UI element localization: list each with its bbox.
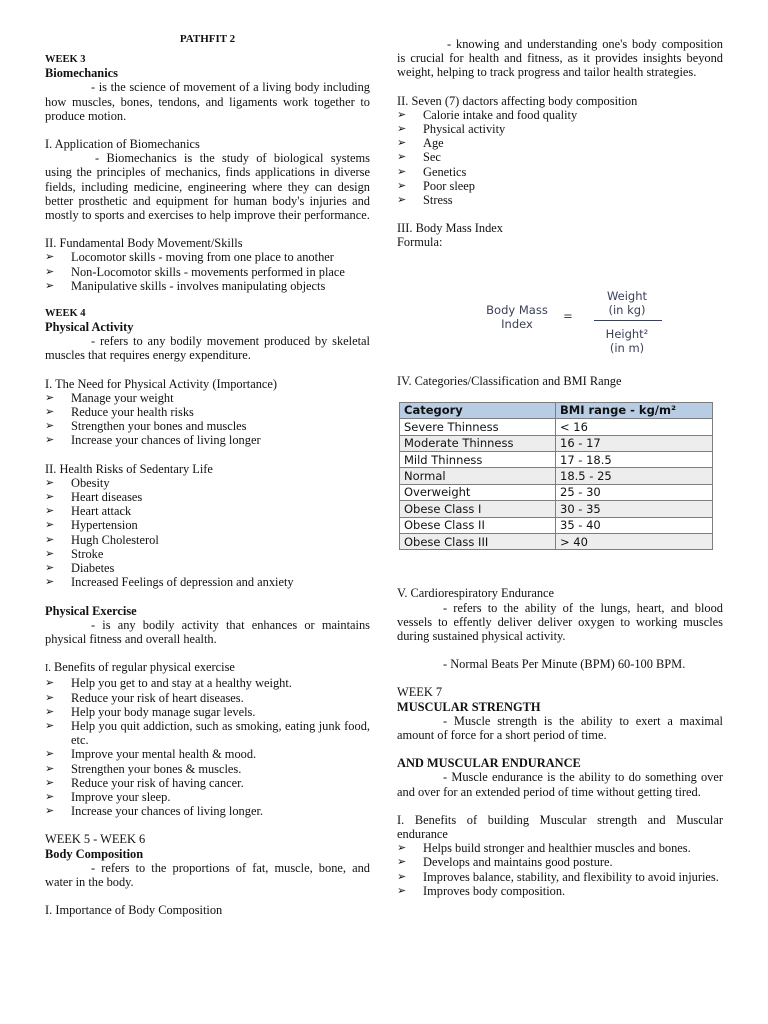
list-item: ➢ Improve your mental health & mood. (45, 747, 257, 762)
benefits-list (45, 676, 370, 818)
arrow-bullet-icon: ➢ (45, 490, 55, 504)
cardio-text: - refers to the ability of the lungs, heart, and blood vessels to effently deliver deliver oxygen to working muscles during sustained physical activity. (397, 600, 723, 643)
left-column (45, 32, 370, 917)
list-item: ➢ Strengthen your bones & muscles. (45, 761, 242, 776)
arrow-bullet-icon: ➢ (397, 869, 407, 883)
table-row (400, 484, 713, 500)
biomechanics-definition: - is the science of movement of a living body including how muscles, bones, tendons, and ligaments work together to produce motion. (45, 80, 370, 123)
list-item: ➢ Help you quit addiction, such as smoking, eating junk food, etc. (45, 718, 370, 748)
bmi-formula (397, 250, 723, 360)
list-item: ➢ Heart diseases (45, 490, 143, 505)
arrow-bullet-icon: ➢ (45, 433, 55, 447)
arrow-bullet-icon: ➢ (397, 193, 407, 207)
table-row (400, 501, 713, 517)
arrow-bullet-icon: ➢ (397, 855, 407, 869)
table-cell: Normal (400, 468, 556, 484)
table-row (400, 435, 713, 451)
arrow-bullet-icon: ➢ (45, 504, 55, 518)
table-cell: 18.5 - 25 (556, 468, 713, 484)
table-cell: > 40 (556, 533, 713, 549)
list-item: ➢ Strengthen your bones and muscles (45, 419, 247, 434)
fraction-bar (594, 320, 662, 321)
physical-activity-definition: - refers to any bodily movement produced by skeletal muscles that requires energy expenditure. (45, 334, 370, 363)
arrow-bullet-icon: ➢ (397, 178, 407, 192)
arrow-bullet-icon: ➢ (45, 804, 55, 818)
list-item: ➢ Develops and maintains good posture. (397, 855, 613, 870)
arrow-bullet-icon: ➢ (45, 546, 55, 560)
importance-text: - knowing and understanding one's body composition is crucial for health and fitness, as it provides insights beyond weight, helping to track progress and tailor health strategies. (397, 37, 723, 80)
list-item: ➢ Calorie intake and food quality (397, 107, 578, 122)
week56-label: WEEK 5 - WEEK 6 (45, 832, 146, 847)
list-item: ➢ Manage your weight (45, 390, 174, 405)
arrow-bullet-icon: ➢ (45, 532, 55, 546)
list-item: ➢ Improve your sleep. (45, 789, 171, 804)
list-item: ➢ Non-Locomotor skills - movements performed in place (45, 264, 345, 279)
table-row (400, 533, 713, 549)
table-cell: 16 - 17 (556, 435, 713, 451)
table-row (400, 419, 713, 435)
table-cell: 35 - 40 (556, 517, 713, 533)
bmi-heading: III. Body Mass Index (397, 221, 503, 236)
arrow-bullet-icon: ➢ (397, 136, 407, 150)
physical-exercise-heading: Physical Exercise (45, 603, 137, 618)
table-cell: Mild Thinness (400, 452, 556, 468)
need-heading: I. The Need for Physical Activity (Importance) (45, 376, 278, 391)
table-cell: 17 - 18.5 (556, 452, 713, 468)
arrow-bullet-icon: ➢ (397, 150, 407, 164)
muscular-strength-text: - Muscle strength is the ability to exert a maximal amount of force for a short period of time. (397, 713, 723, 742)
table-cell: Overweight (400, 484, 556, 500)
table-cell: Obese Class II (400, 517, 556, 533)
need-list (45, 391, 370, 448)
list-item: ➢ Sec (397, 150, 441, 165)
list-item: ➢ Stroke (45, 546, 104, 561)
formula-numerator: Weight (in kg) (606, 288, 648, 317)
arrow-bullet-icon: ➢ (45, 419, 55, 433)
benefits-heading: I. Benefits of regular physical exercise (45, 660, 235, 675)
muscular-benefits-list (397, 841, 723, 898)
right-column (397, 37, 723, 898)
list-item: ➢ Improves balance, stability, and flexibility to avoid injuries. (397, 869, 719, 884)
muscular-endurance-heading: AND MUSCULAR ENDURANCE (397, 756, 581, 771)
list-item: ➢ Reduce your risk of heart diseases. (45, 690, 244, 705)
list-item: ➢ Heart attack (45, 504, 132, 519)
table-cell: Obese Class III (400, 533, 556, 549)
arrow-bullet-icon: ➢ (397, 883, 407, 897)
arrow-bullet-icon: ➢ (45, 518, 55, 532)
table-row (400, 517, 713, 533)
arrow-bullet-icon: ➢ (45, 775, 55, 789)
formula-lhs: Body Mass Index (486, 302, 548, 331)
formula-label: Formula: (397, 235, 443, 250)
muscular-benefits-heading: I. Benefits of building Muscular strength and Muscular endurance (397, 812, 723, 841)
list-item: ➢ Improves body composition. (397, 883, 566, 898)
arrow-bullet-icon: ➢ (397, 107, 407, 121)
arrow-bullet-icon: ➢ (397, 841, 407, 855)
arrow-bullet-icon: ➢ (45, 718, 55, 732)
list-item: ➢ Manipulative skills - involves manipulating objects (45, 278, 326, 293)
arrow-bullet-icon: ➢ (45, 690, 55, 704)
table-header-category: Category (400, 402, 556, 418)
week7-label: WEEK 7 (397, 685, 443, 700)
arrow-bullet-icon: ➢ (45, 264, 55, 278)
arrow-bullet-icon: ➢ (45, 789, 55, 803)
arrow-bullet-icon: ➢ (397, 122, 407, 136)
table-row (400, 452, 713, 468)
list-item: ➢ Stress (397, 193, 453, 208)
arrow-bullet-icon: ➢ (45, 390, 55, 404)
physical-activity-heading: Physical Activity (45, 320, 134, 335)
muscular-strength-heading: MUSCULAR STRENGTH (397, 699, 541, 714)
application-heading: I. Application of Biomechanics (45, 137, 200, 152)
importance-heading: I. Importance of Body Composition (45, 903, 223, 918)
arrow-bullet-icon: ➢ (45, 475, 55, 489)
muscular-endurance-text: - Muscle endurance is the ability to do something over and over for an extended period of time without getting tired. (397, 770, 723, 799)
factors-heading: II. Seven (7) dactors affecting body composition (397, 93, 638, 108)
list-item: ➢ Genetics (397, 164, 467, 179)
list-item: ➢ Increase your chances of living longer (45, 433, 261, 448)
bmi-table (399, 402, 713, 551)
table-row (400, 468, 713, 484)
cardio-bpm: - Normal Beats Per Minute (BPM) 60-100 BPM. (443, 657, 686, 672)
arrow-bullet-icon: ➢ (45, 561, 55, 575)
list-item: ➢ Increase your chances of living longer. (45, 804, 263, 819)
arrow-bullet-icon: ➢ (45, 575, 55, 589)
week3-label: WEEK 3 (45, 54, 86, 66)
arrow-bullet-icon: ➢ (397, 164, 407, 178)
list-item: ➢ Helps build stronger and healthier muscles and bones. (397, 841, 691, 856)
factors-list (397, 108, 723, 207)
cardio-heading: V. Cardiorespiratory Endurance (397, 586, 555, 601)
list-item: ➢ Hypertension (45, 518, 138, 533)
body-composition-definition: - refers to the proportions of fat, muscle, bone, and water in the body. (45, 860, 370, 889)
fundamental-heading: II. Fundamental Body Movement/Skills (45, 236, 243, 251)
list-item: ➢ Age (397, 136, 444, 151)
table-header-row (400, 402, 713, 418)
arrow-bullet-icon: ➢ (45, 747, 55, 761)
list-item: ➢ Diabetes (45, 561, 115, 576)
formula-denominator: Height² (in m) (605, 326, 649, 355)
formula-equals: = (563, 308, 573, 323)
risk-list (45, 476, 370, 590)
risk-heading: II. Health Risks of Sedentary Life (45, 461, 213, 476)
table-cell: 25 - 30 (556, 484, 713, 500)
week4-label: WEEK 4 (45, 308, 86, 320)
application-text: - Biomechanics is the study of biological systems using the principles of mechanics, finds applications in diverse fields, including medicine, engineering where they can design better prosthetic and equipment for human body's injuries and mostly to sports and exercises to help improve their performance. (45, 151, 370, 223)
table-cell: Moderate Thinness (400, 435, 556, 451)
list-item: ➢ Physical activity (397, 122, 506, 137)
list-item: ➢ Increased Feelings of depression and anxiety (45, 575, 294, 590)
list-item: ➢ Locomotor skills - moving from one place to another (45, 250, 334, 265)
physical-exercise-definition: - is any bodily activity that enhances or maintains physical fitness and overall health. (45, 617, 370, 646)
table-header-range: BMI range - kg/m² (556, 402, 713, 418)
arrow-bullet-icon: ➢ (45, 676, 55, 690)
list-item: ➢ Reduce your risk of having cancer. (45, 775, 244, 790)
body-composition-heading: Body Composition (45, 846, 144, 861)
list-item: ➢ Help your body manage sugar levels. (45, 704, 256, 719)
table-cell: < 16 (556, 419, 713, 435)
biomechanics-heading: Biomechanics (45, 66, 118, 81)
page-title: PATHFIT 2 (179, 33, 236, 45)
arrow-bullet-icon: ➢ (45, 250, 55, 264)
table-cell: Severe Thinness (400, 419, 556, 435)
list-item: ➢ Poor sleep (397, 178, 475, 193)
categories-heading: IV. Categories/Classification and BMI Range (397, 373, 622, 388)
table-cell: 30 - 35 (556, 501, 713, 517)
arrow-bullet-icon: ➢ (45, 405, 55, 419)
arrow-bullet-icon: ➢ (45, 278, 55, 292)
arrow-bullet-icon: ➢ (45, 704, 55, 718)
fundamental-list (45, 250, 370, 293)
arrow-bullet-icon: ➢ (45, 761, 55, 775)
list-item: ➢ Help you get to and stay at a healthy weight. (45, 676, 292, 691)
list-item: ➢ Hugh Cholesterol (45, 532, 159, 547)
list-item: ➢ Obesity (45, 475, 110, 490)
table-cell: Obese Class I (400, 501, 556, 517)
list-item: ➢ Reduce your health risks (45, 405, 194, 420)
